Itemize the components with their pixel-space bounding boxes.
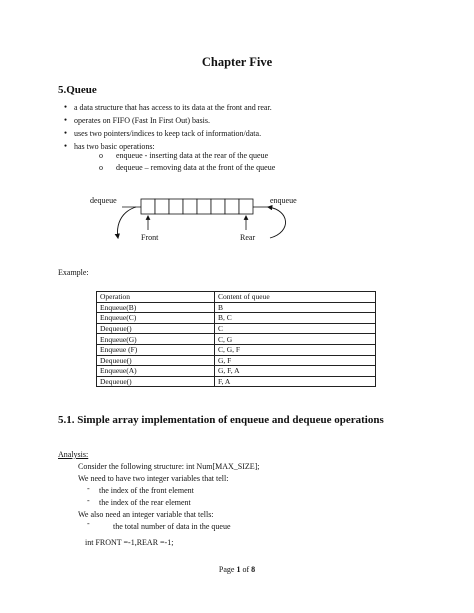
table-row [97, 302, 376, 313]
analysis-line: We need to have two integer variables that tell: [78, 474, 229, 483]
content-cell: B [215, 302, 376, 313]
operation-cell: Enqueue(A) [97, 366, 215, 377]
content-cell: B, C [215, 313, 376, 324]
operation-cell: Enqueue(G) [97, 334, 215, 345]
queue-cell [141, 199, 155, 214]
bullet-item: ● a data structure that has access to its data at the front and rear. [64, 101, 272, 114]
content-cell: C, G [215, 334, 376, 345]
of-label: of [242, 565, 250, 574]
page-total: 8 [251, 565, 256, 574]
queue-cell [239, 199, 253, 214]
operation-cell: Enqueue(B) [97, 302, 215, 313]
bullet-item: ● operates on FIFO (Fast In First Out) basis. [64, 114, 272, 127]
table-header-cell: Content of queue [215, 292, 376, 303]
dash-marker: - [87, 496, 90, 505]
analysis-item: the index of the front element [99, 486, 194, 495]
analysis-label: Analysis: [58, 450, 89, 459]
analysis-line: We also need an integer variable that tells: [78, 510, 214, 519]
table-header-cell: Operation [97, 292, 215, 303]
page-footer [0, 565, 474, 574]
table-row [97, 313, 376, 324]
content-cell: C, G, F [215, 344, 376, 355]
table-row [97, 323, 376, 334]
table-row [97, 344, 376, 355]
page-number: 1 [236, 565, 241, 574]
queue-cell [225, 199, 239, 214]
queue-cell [197, 199, 211, 214]
front-label: Front [141, 233, 159, 242]
table-row [97, 355, 376, 366]
example-label: Example: [58, 268, 89, 277]
sub-bullet-item: o enqueue - inserting data at the rear of the queue [99, 150, 275, 162]
queue-cell [169, 199, 183, 214]
operation-cell: Enqueue (F) [97, 344, 215, 355]
operation-cell: Dequeue() [97, 376, 215, 387]
chapter-title: Chapter Five [201, 55, 273, 69]
content-cell: F, A [215, 376, 376, 387]
queue-cell [211, 199, 225, 214]
content-cell: G, F [215, 355, 376, 366]
subsection-heading: 5.1. Simple array implementation of enqueue and dequeue operations [58, 414, 384, 426]
operation-cell: Dequeue() [97, 323, 215, 334]
analysis-item: the total number of data in the queue [113, 522, 231, 531]
queue-cell [183, 199, 197, 214]
dequeue-arrow [118, 207, 136, 238]
dash-marker: - [87, 484, 90, 493]
page-label: Page [218, 565, 235, 574]
queue-operations-table [96, 291, 376, 387]
rear-label: Rear [240, 233, 256, 242]
queue-cell [155, 199, 169, 214]
operation-cell: Enqueue(C) [97, 313, 215, 324]
analysis-item: the index of the rear element [99, 498, 191, 507]
operation-cell: Dequeue() [97, 355, 215, 366]
table-row [97, 334, 376, 345]
content-cell: G, F, A [215, 366, 376, 377]
enqueue-label: enqueue [270, 196, 297, 205]
table-row [97, 376, 376, 387]
dequeue-label: dequeue [90, 196, 117, 205]
bullet-item: ● uses two pointers/indices to keep tack of information/data. [64, 127, 272, 140]
content-cell: C [215, 323, 376, 334]
dash-marker: - [87, 519, 90, 528]
section-heading: 5.Queue [58, 84, 97, 96]
analysis-line: Consider the following structure: int Num[MAX_SIZE]; [78, 462, 260, 471]
sub-bullet-item: o dequeue – removing data at the front of the queue [99, 162, 275, 174]
table-header-row [97, 292, 376, 303]
code-line: int FRONT =-1,REAR =-1; [85, 538, 174, 547]
enqueue-arrow [268, 207, 286, 238]
bullet-item: ● has two basic operations: [64, 140, 272, 153]
queue-cells [141, 199, 253, 214]
table-row [97, 366, 376, 377]
